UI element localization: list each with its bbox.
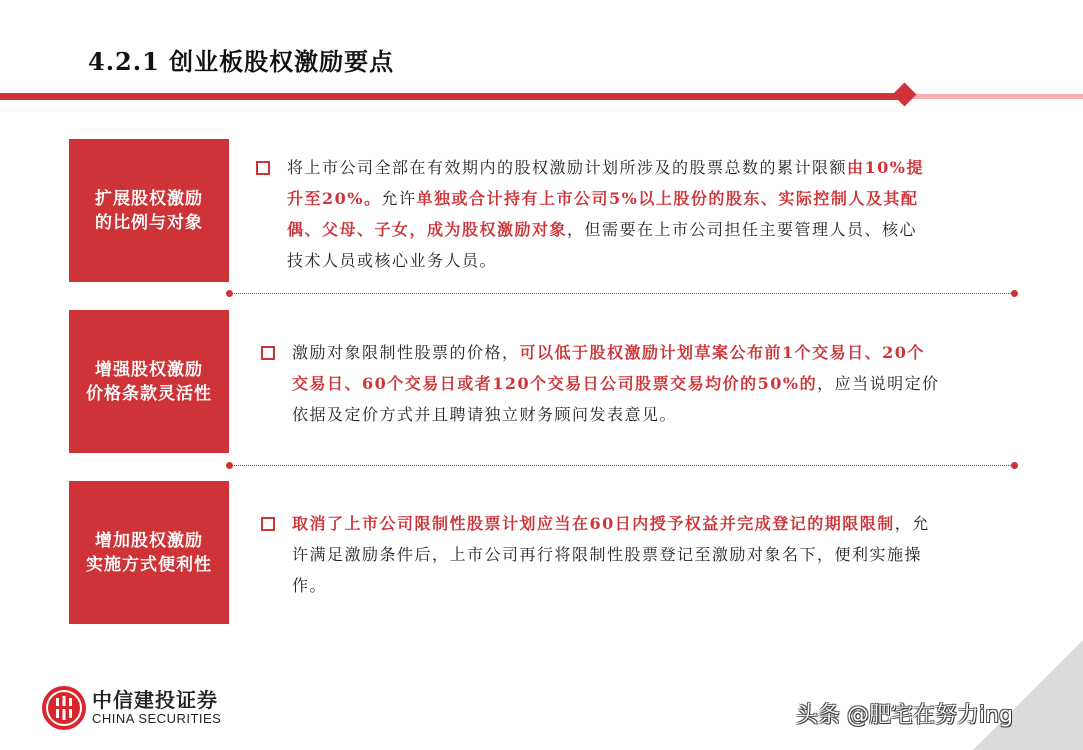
text-line <box>292 368 1007 399</box>
logo-cn-name: 中信建投证券 <box>92 688 218 712</box>
watermark: 头条 @肥宅在努力ing <box>796 703 1014 728</box>
section-label-3 <box>69 481 229 624</box>
body-text: 依据及定价方式并且聘请独立财务顾问发表意见。 <box>292 405 678 424</box>
text-line <box>287 214 1007 245</box>
body-text: ，但需要在上市公司担任主要管理人员、核心 <box>567 220 918 239</box>
text-line <box>292 508 1007 539</box>
section-label-2-line1: 增强股权激励 <box>95 359 203 380</box>
section-label-1-line2: 的比例与对象 <box>95 212 203 233</box>
text-line <box>292 570 1007 601</box>
logo-text <box>92 689 221 727</box>
separator-dot-left-1 <box>226 290 233 297</box>
body-text: 将上市公司全部在有效期内的股权激励计划所涉及的股票总数的累计限额 <box>287 158 848 177</box>
highlight-text: 可以低于股权激励计划草案公布前1个交易日、20个 <box>519 343 925 362</box>
separator-dot-right-1 <box>1011 290 1018 297</box>
body-text: 作。 <box>292 576 328 595</box>
section-label-2-line2: 价格条款灵活性 <box>86 383 212 404</box>
separator-dot-left-2 <box>226 462 233 469</box>
highlight-text: 升至20%。 <box>287 189 382 208</box>
highlight-text: 单独或合计持有上市公司5%以上股份的股东、实际控制人及其配 <box>416 189 919 208</box>
highlight-text: 交易日、60个交易日或者120个交易日公司股票交易均价的50%的 <box>292 374 818 393</box>
checkbox-bullet-icon <box>256 161 270 175</box>
header-rule <box>0 93 903 100</box>
checkbox-bullet-icon <box>261 346 275 360</box>
body-text: 许满足激励条件后，上市公司再行将限制性股票登记至激励对象名下，便利实施操 <box>292 545 923 564</box>
section-label-2 <box>69 310 229 453</box>
section-text-2 <box>292 337 1007 430</box>
section-text-1 <box>287 152 1007 276</box>
separator-1 <box>229 293 1015 294</box>
logo-mark-icon <box>42 686 86 730</box>
highlight-text: 由10%提 <box>847 158 924 177</box>
header-rule-diamond <box>892 82 916 106</box>
page-title: 4.2.1 创业板股权激励要点 <box>88 47 395 76</box>
body-text: 允许 <box>381 189 417 208</box>
separator-dot-right-2 <box>1011 462 1018 469</box>
highlight-text: 偶、父母、子女，成为股权激励对象 <box>287 220 568 239</box>
highlight-text: 取消了上市公司限制性股票计划应当在60日内授予权益并完成登记的期限限制 <box>292 514 895 533</box>
body-text: 技术人员或核心业务人员。 <box>287 251 498 270</box>
section-label-1 <box>69 139 229 282</box>
section-label-1-line1: 扩展股权激励 <box>95 188 203 209</box>
body-text: 激励对象限制性股票的价格， <box>292 343 520 362</box>
text-line <box>287 245 1007 276</box>
separator-2 <box>229 465 1015 466</box>
checkbox-bullet-icon <box>261 517 275 531</box>
body-text: ，允 <box>894 514 930 533</box>
logo-en-name: CHINA SECURITIES <box>92 711 222 726</box>
text-line <box>287 183 1007 214</box>
text-line <box>292 399 1007 430</box>
section-label-3-line1: 增加股权激励 <box>95 530 203 551</box>
body-text: ，应当说明定价 <box>817 374 940 393</box>
corner-fold <box>973 640 1083 750</box>
text-line <box>292 337 1007 368</box>
text-line <box>287 152 1007 183</box>
section-label-3-line2: 实施方式便利性 <box>86 554 212 575</box>
company-logo <box>42 686 221 730</box>
header-rule-light <box>903 94 1083 99</box>
text-line <box>292 539 1007 570</box>
section-text-3 <box>292 508 1007 601</box>
